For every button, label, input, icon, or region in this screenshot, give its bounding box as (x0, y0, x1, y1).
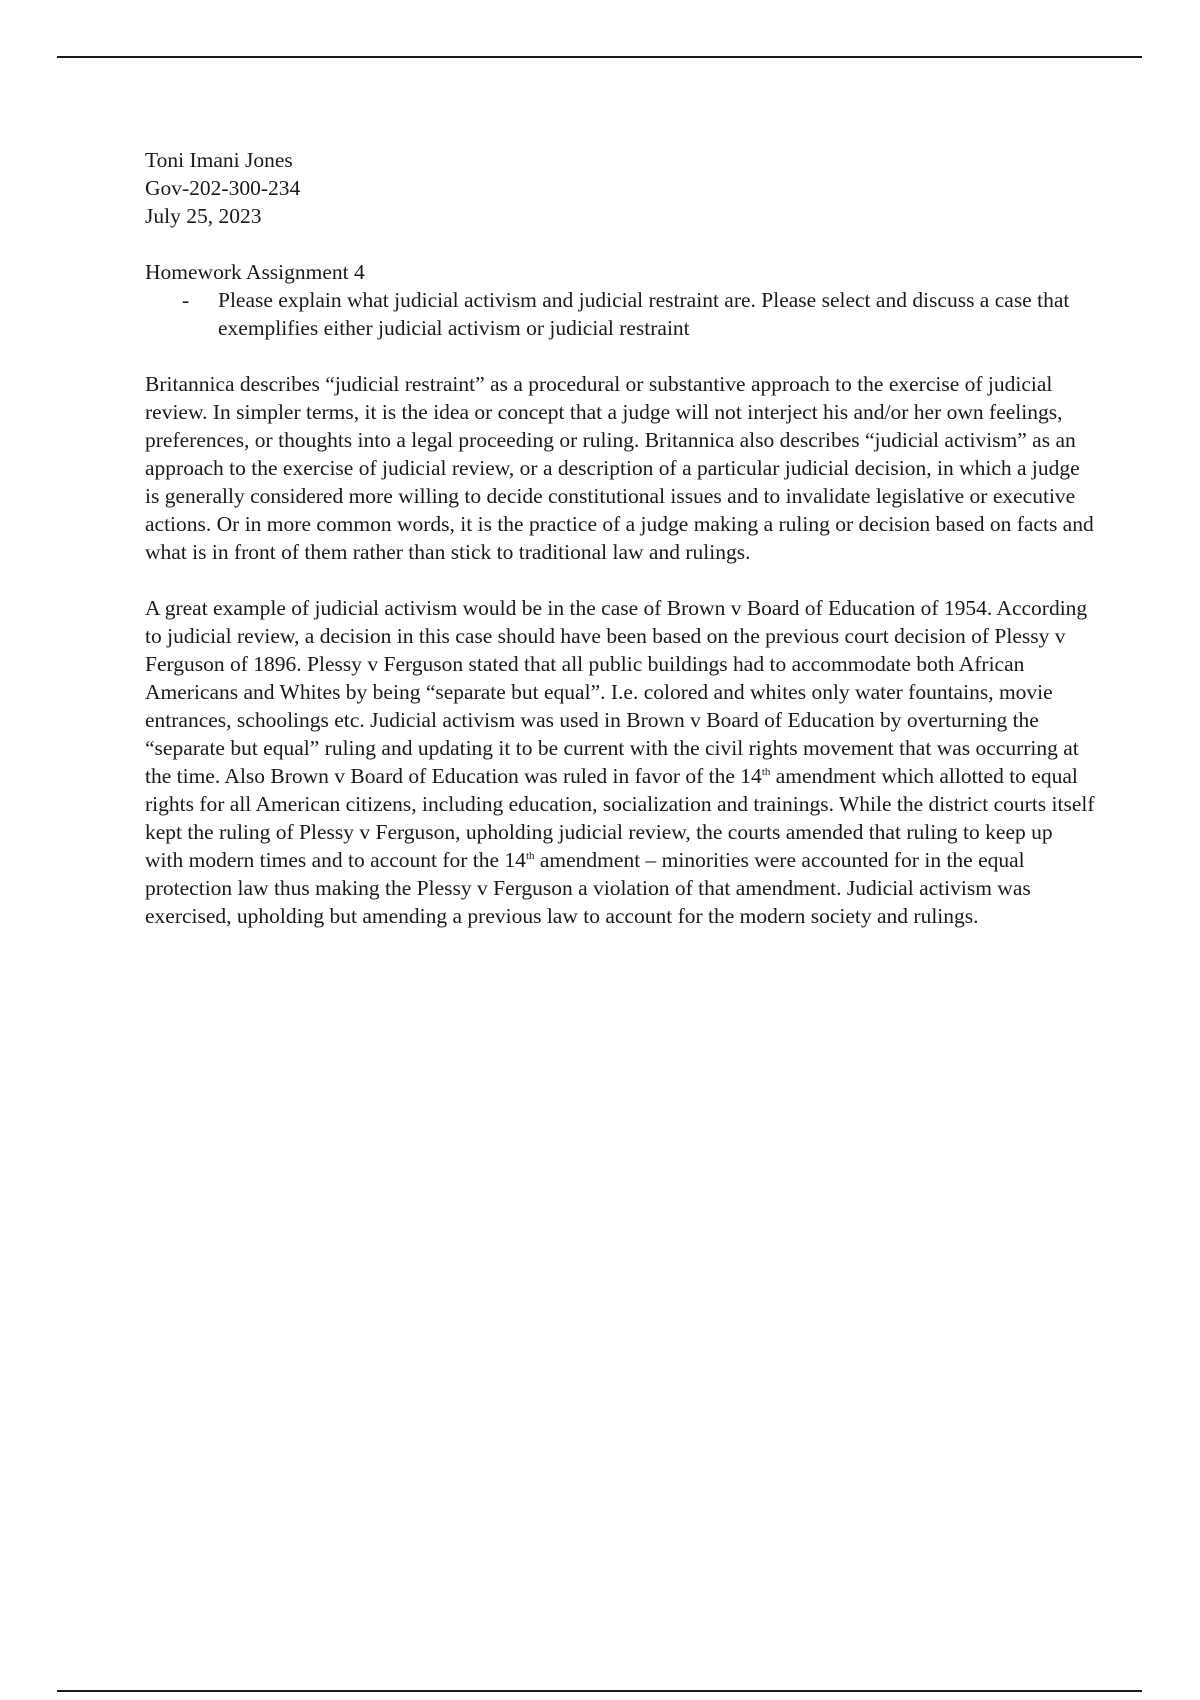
prompt-text: Please explain what judicial activism and judicial restraint are. Please select and discuss a case that exemplifies either judicial activism or judicial restraint (218, 288, 1070, 340)
student-name: Toni Imani Jones (145, 148, 293, 172)
document-body (145, 146, 1095, 930)
date: July 25, 2023 (145, 204, 262, 228)
paragraph-example (145, 594, 1095, 930)
course-code: Gov-202-300-234 (145, 176, 301, 200)
assignment-title: Homework Assignment 4 (145, 260, 365, 284)
paragraph-definitions: Britannica describes “judicial restraint” as a procedural or substantive approach to the exercise of judicial review. In simpler terms, it is the idea or concept that a judge will not interject his and/or her own feelings, preferences, or thoughts into a legal proceeding or ruling. Britannica also describes “judicial activism” as an approach to the exercise of judicial review, or a description of a particular judicial decision, in which a judge is generally considered more willing to decide constitutional issues and to invalidate legislative or executive actions. Or in more common words, it is the practice of a judge making a ruling or decision based on facts and what is in front of them rather than stick to traditional law and rulings. (145, 372, 1094, 564)
paragraph-example-part2: amendment which allotted to equal rights for all American citizens, including education, socialization and trainings. While the district courts itself kept the ruling of Plessy v Ferguson, upholding judicial review, the courts amended that ruling to keep up with modern times and to account for the 14 (145, 764, 1095, 872)
ordinal-suffix-1: th (761, 765, 771, 778)
ordinal-suffix-2: th (525, 849, 535, 862)
paragraph-example-part3: amendment – minorities were accounted for in the equal protection law thus making the Plessy v Ferguson a violation of that amendment. Judicial activism was exercised, upholding but amending a previous law to account for the modern society and rulings. (145, 848, 1031, 928)
bullet-dash: - (182, 288, 190, 312)
top-rule (57, 56, 1142, 58)
paragraph-example-part1: A great example of judicial activism would be in the case of Brown v Board of Education of 1954. According to judicial review, a decision in this case should have been based on the previous court decision of Plessy v Ferguson of 1896. Plessy v Ferguson stated that all public buildings had to accommodate both African Americans and Whites by being “separate but equal”. I.e. colored and whites only water fountains, movie entrances, schoolings etc. Judicial activism was used in Brown v Board of Education by overturning the “separate but equal” ruling and updating it to be current with the civil rights movement that was occurring at the time. Also Brown v Board of Education was ruled in favor of the 14 (145, 596, 1088, 788)
assignment-prompt (145, 286, 1095, 342)
bottom-rule (57, 1690, 1142, 1692)
